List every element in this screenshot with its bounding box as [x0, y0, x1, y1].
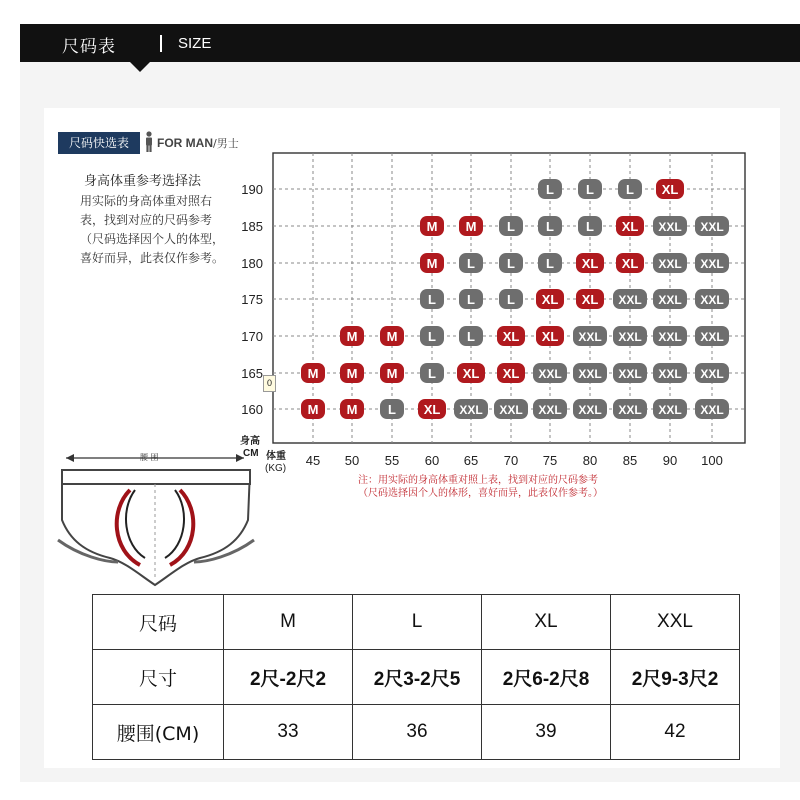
size-badge-label: XL	[581, 256, 599, 271]
size-badge-label: XL	[621, 219, 639, 234]
table-cell: 2尺-2尺2	[224, 650, 353, 705]
size-badge-label: L	[388, 402, 396, 417]
size-badge-label: L	[586, 219, 594, 234]
row-header: 腰围(CM)	[93, 705, 224, 760]
size-table-row	[93, 595, 740, 650]
x-tick-label: 60	[424, 453, 440, 468]
size-badge-label: XXL	[618, 293, 642, 307]
size-badge-label: L	[546, 182, 554, 197]
size-badge-label: XXL	[700, 367, 724, 381]
size-table-row	[93, 650, 740, 705]
size-badge-label: XXL	[700, 330, 724, 344]
size-badge-label: XL	[502, 366, 520, 381]
size-badge-label: XXL	[658, 367, 682, 381]
size-badge-label: XXL	[658, 403, 682, 417]
y-axis-unit: CM	[243, 448, 259, 459]
row-header: 尺寸	[93, 650, 224, 705]
table-cell: 2尺9-3尺2	[611, 650, 740, 705]
table-cell: 39	[482, 705, 611, 760]
size-badge-label: M	[346, 329, 358, 344]
x-tick-label: 75	[542, 453, 558, 468]
size-badge-label: M	[346, 366, 358, 381]
table-cell: 42	[611, 705, 740, 760]
banner-subtitle: SIZE	[178, 35, 212, 52]
size-badge-label: L	[428, 366, 436, 381]
table-cell: 2尺3-2尺5	[353, 650, 482, 705]
size-badge-label: L	[626, 182, 634, 197]
size-badge-label: L	[507, 292, 515, 307]
size-badge-label: XXL	[658, 330, 682, 344]
y-axis-label: 身高	[240, 436, 260, 447]
y-tick-label: 170	[241, 329, 263, 344]
size-badge-label: L	[546, 219, 554, 234]
y-tick-label: 190	[241, 182, 263, 197]
chart-note	[358, 474, 603, 500]
chart-note-line1: 注：用实际的身高体重对照上表，找到对应的尺码参考	[358, 475, 598, 486]
x-tick-label: 55	[384, 453, 400, 468]
x-axis-label: 体重	[266, 451, 286, 462]
waist-label: 腰 围	[140, 453, 159, 462]
size-badge-label: XL	[581, 292, 599, 307]
y-tick-label: 185	[241, 219, 263, 234]
size-badge-label: XXL	[578, 403, 602, 417]
x-axis-unit: (KG)	[265, 463, 287, 474]
size-table	[92, 594, 740, 760]
table-cell: 2尺6-2尺8	[482, 650, 611, 705]
size-badge-label: M	[426, 256, 438, 271]
size-badge-label: M	[307, 366, 319, 381]
x-tick-label: 100	[701, 453, 723, 468]
size-badge-label: M	[346, 402, 358, 417]
size-badge-label: XXL	[658, 220, 682, 234]
size-badge-label: L	[428, 329, 436, 344]
size-badge-label: L	[586, 182, 594, 197]
size-badge-label: XXL	[459, 403, 483, 417]
x-tick-label: 70	[503, 453, 519, 468]
size-badge-label: XXL	[538, 367, 562, 381]
size-badge-label: M	[386, 366, 398, 381]
for-man-text: FOR MAN	[157, 136, 213, 150]
brief-body	[62, 470, 250, 585]
size-badge-label: XXL	[578, 367, 602, 381]
size-badge-label: L	[546, 256, 554, 271]
size-table-row	[93, 705, 740, 760]
size-badge-label: L	[428, 292, 436, 307]
size-badge-label: XXL	[538, 403, 562, 417]
table-cell: XXL	[611, 595, 740, 650]
quick-select-tag: 尺码快选表	[58, 132, 140, 154]
size-badge-label: XXL	[700, 403, 724, 417]
size-badge-label: XL	[502, 329, 520, 344]
underwear-illustration	[58, 454, 254, 585]
y-tick-label: 180	[241, 256, 263, 271]
x-tick-label: 80	[582, 453, 598, 468]
size-badge-label: M	[386, 329, 398, 344]
size-badge-label: XXL	[658, 257, 682, 271]
size-badge-label: L	[467, 329, 475, 344]
table-cell: XL	[482, 595, 611, 650]
size-badge-label: XXL	[618, 330, 642, 344]
size-badge-label: M	[307, 402, 319, 417]
waist-arrow-left	[66, 454, 74, 462]
size-badge-label: XL	[423, 402, 441, 417]
table-cell: M	[224, 595, 353, 650]
size-badge-label: XXL	[658, 293, 682, 307]
x-tick-label: 85	[622, 453, 638, 468]
size-badge-label: M	[426, 219, 438, 234]
size-badge-label: L	[507, 256, 515, 271]
x-tick-label: 50	[344, 453, 360, 468]
table-cell: 33	[224, 705, 353, 760]
size-badge-label: XXL	[700, 257, 724, 271]
size-badge-label: XXL	[618, 403, 642, 417]
size-badge-label: XL	[541, 292, 559, 307]
size-badge-label: L	[467, 256, 475, 271]
row-header: 尺码	[93, 595, 224, 650]
size-badge-label: XXL	[700, 293, 724, 307]
size-badge-label: L	[507, 219, 515, 234]
size-badge-label: XXL	[499, 403, 523, 417]
y-tick-label: 165	[241, 366, 263, 381]
brief-waistband	[62, 470, 250, 484]
size-badge-label: M	[465, 219, 477, 234]
guide-text: 用实际的身高体重对照右表，找到对应的尺码参考（尺码选择因个人的体型，喜好而异，此表仅作参考。	[80, 194, 225, 265]
chart-note-line2: （尺码选择因个人的体形，喜好而异，此表仅作参考。）	[358, 488, 603, 499]
size-badge-label: XL	[541, 329, 559, 344]
size-badge-label: XXL	[700, 220, 724, 234]
guide-title: 身高体重参考选择法	[84, 174, 202, 189]
table-cell: L	[353, 595, 482, 650]
y-tick-label: 175	[241, 292, 263, 307]
x-tick-label: 65	[463, 453, 479, 468]
size-badge-label: XXL	[618, 367, 642, 381]
size-badge-label: XXL	[578, 330, 602, 344]
x-tick-label: 90	[662, 453, 678, 468]
size-badge-label: XL	[621, 256, 639, 271]
size-badge-label: XL	[462, 366, 480, 381]
y-tick-label: 160	[241, 402, 263, 417]
table-cell: 36	[353, 705, 482, 760]
banner-title: 尺码表	[62, 37, 116, 57]
size-badge-label: L	[467, 292, 475, 307]
for-man-zh: /男士	[213, 137, 239, 150]
size-badge-label: XL	[661, 182, 679, 197]
x-tick-label: 45	[305, 453, 321, 468]
cell-marker: 0	[263, 375, 276, 392]
